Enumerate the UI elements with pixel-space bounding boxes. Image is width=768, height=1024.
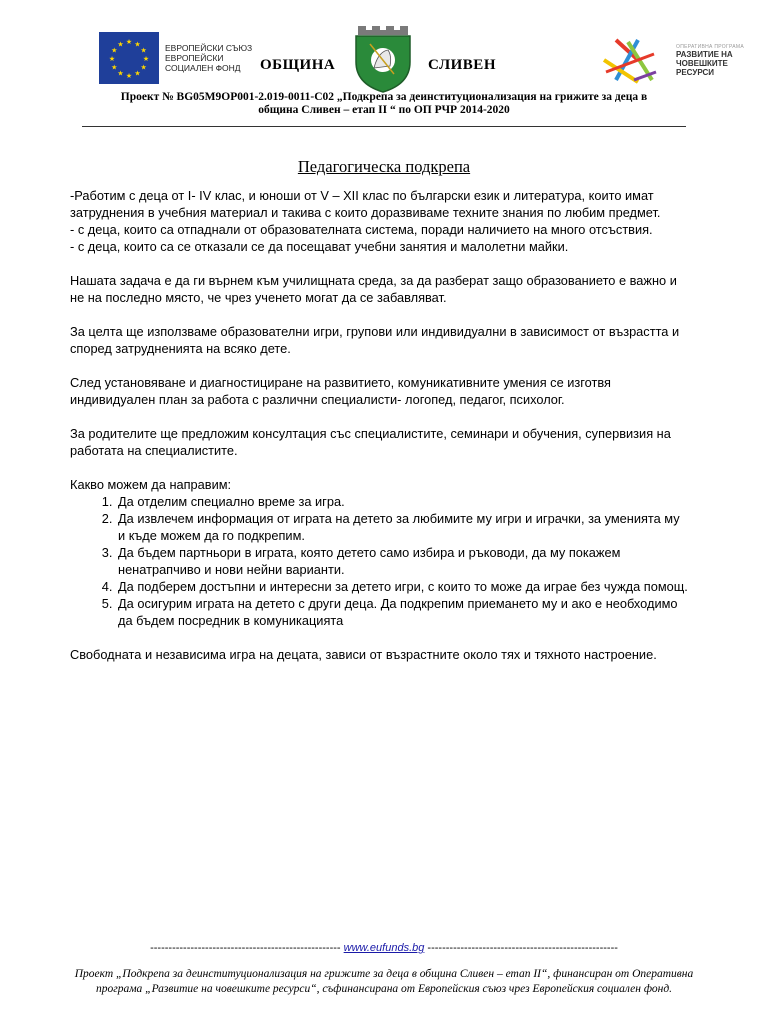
- paragraph: След установяване и диагностициране на развитието, комуникативните умения се изготвя индивидуален план за работа с различни специалисти- логопед, педагог, психолог.: [70, 375, 611, 407]
- op-small-label: ОПЕРАТИВНА ПРОГРАМА: [676, 44, 745, 50]
- paragraph: - с деца, които са се отказали се да посещават учебни занятия и малолетни майки.: [70, 239, 569, 254]
- project-line: община Сливен – етап II “ по ОП РЧР 2014-2020: [258, 104, 510, 116]
- paragraph: За целта ще използваме образователни игри, групови или индивидуални в зависимост от възрастта и според затрудненията на всяко дете.: [70, 324, 680, 356]
- eufunds-link[interactable]: www.eufunds.bg: [343, 942, 425, 954]
- project-reference: [82, 91, 686, 117]
- svg-text:★: ★: [140, 46, 147, 55]
- list-item: 1. Да отделим специално време за игра.: [116, 493, 690, 510]
- footer-dashes: ----------------------------------------------------: [427, 942, 618, 954]
- municipality-name: СЛИВЕН: [428, 57, 496, 73]
- svg-text:★: ★: [134, 40, 141, 49]
- list-item: 3. Да бъдем партньори в играта, която детето само избира и ръководи, да му покажем ненатрапчиво и нови нейни варианти.: [116, 544, 690, 578]
- eu-logo-line: ЕВРОПЕЙСКИ: [165, 53, 224, 63]
- eu-logo: [99, 32, 252, 84]
- svg-text:★: ★: [125, 72, 133, 80]
- svg-text:★: ★: [140, 63, 147, 72]
- numbered-list: [70, 493, 690, 629]
- eu-flag-icon: [99, 32, 159, 84]
- footer-dashes: ----------------------------------------------------: [150, 942, 341, 954]
- paragraph: Свободната и независима игра на децата, зависи от възрастните около тях и тяхното настроение.: [70, 647, 657, 662]
- paragraph: Нашата задача е да ги върнем към училищната среда, за да разберат защо образованието е важно и не на последно място, че чрез ученето могат да се забавляват.: [70, 273, 677, 305]
- project-line: Проект № BG05M9OP001-2.019-0011-C02 „Подкрепа за деинституционализация на грижите за деца в: [120, 91, 648, 103]
- eu-logo-text: [165, 43, 252, 73]
- list-item: 2. Да извлечем информация от играта на детето за любимите му игри и играчки, за уменията му и къде можем да го подкрепим.: [116, 510, 690, 544]
- document-body: [70, 187, 690, 680]
- paragraph: -Работим с деца от I- IV клас, и юноши от V – XII клас по български език и литература, които имат затруднения в учебния материал и такива с които доразвиваме техните знания по любим предмет.: [70, 188, 661, 220]
- list-intro: Какво можем да направим:: [70, 477, 232, 492]
- municipality-label: ОБЩИНА: [260, 57, 336, 73]
- list-item: 5. Да осигурим играта на детето с други деца. Да подкрепим приемането му и ако е необходимо да бъдем посредник в комуникацията: [116, 595, 690, 629]
- header-divider: [82, 126, 686, 127]
- footer-link-line: [74, 942, 694, 954]
- op-name-line: ЧОВЕШКИТЕ РЕСУРСИ: [676, 59, 728, 77]
- sliven-crest-icon: [350, 22, 416, 94]
- paragraph: За родителите ще предложим консултация със специалистите, семинари и обучения, супервизия на работата на специалистите.: [70, 426, 671, 458]
- eu-logo-line: СОЦИАЛЕН ФОНД: [165, 63, 241, 73]
- footer-text: Проект „Подкрепа за деинституционализация на грижите за деца в община Сливен – етап II“, финансиран от Оперативна програма „Развитие на човешките ресурси“, съфинансирана от Европейския съюз чрез Европейския социален фонд.: [74, 968, 694, 995]
- page-header: [0, 0, 768, 130]
- svg-text:★: ★: [142, 55, 150, 63]
- svg-text:★: ★: [111, 63, 118, 72]
- paragraph: - с деца, които са отпаднали от образователната система, поради наличието на много отсъствия.: [70, 222, 653, 237]
- list-item: 4. Да подберем достъпни и интересни за детето игри, с които то може да играе без чужда помощ.: [116, 578, 690, 595]
- svg-text:★: ★: [108, 55, 116, 63]
- eu-logo-line: ЕВРОПЕЙСКИ СЪЮЗ: [165, 43, 253, 53]
- op-hrd-logo-text: [676, 44, 768, 77]
- page-title: Педагогическа подкрепа: [297, 157, 471, 176]
- svg-text:★: ★: [111, 46, 118, 55]
- svg-text:★: ★: [125, 38, 133, 46]
- svg-text:★: ★: [117, 40, 124, 49]
- svg-text:★: ★: [134, 69, 141, 78]
- svg-text:★: ★: [117, 69, 124, 78]
- op-name-line: РАЗВИТИЕ НА: [676, 50, 733, 59]
